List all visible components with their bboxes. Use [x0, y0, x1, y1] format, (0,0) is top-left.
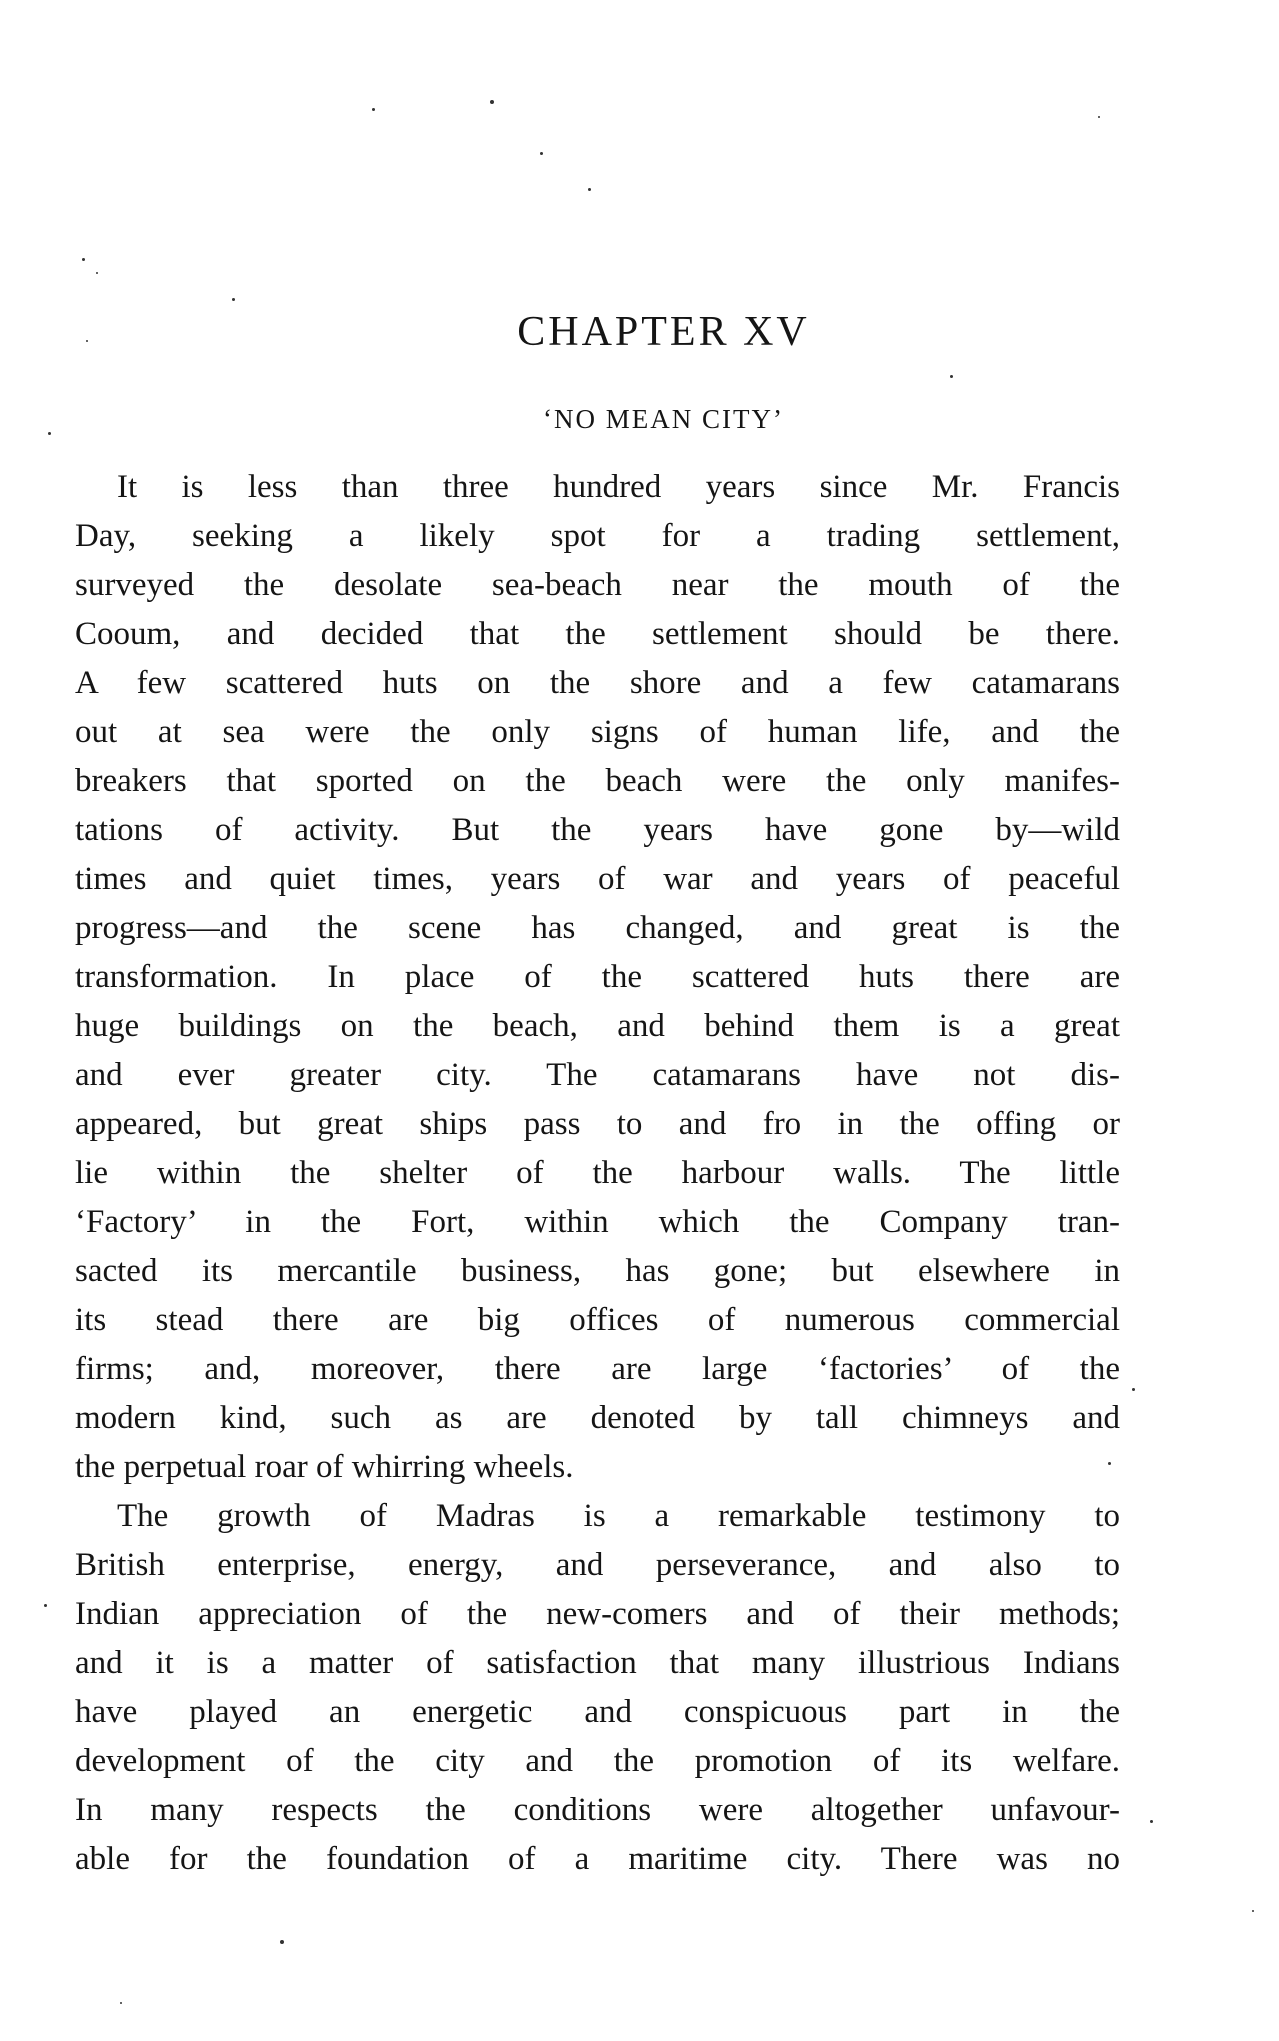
chapter-subtitle: ‘NO MEAN CITY’ — [543, 404, 784, 434]
text-line: the perpetual roar of whirring wheels. — [75, 1449, 574, 1485]
scan-speck — [1150, 1820, 1153, 1823]
text-line: and it is a matter of satisfaction that many illustrious Indians — [75, 1645, 1120, 1681]
scan-speck — [372, 108, 375, 111]
scan-speck — [1252, 1910, 1254, 1912]
text-line: huge buildings on the beach, and behind them is a great — [75, 1008, 1120, 1044]
body-text — [75, 463, 1120, 1884]
scan-speck — [1132, 1388, 1135, 1391]
text-line: ‘Factory’ in the Fort, within which the Company tran- — [75, 1204, 1120, 1240]
text-line: progress—and the scene has changed, and great is the — [75, 910, 1120, 946]
text-line: breakers that sported on the beach were the only manifes- — [75, 763, 1120, 799]
scan-speck — [96, 272, 98, 274]
text-line: British enterprise, energy, and perseverance, and also to — [75, 1547, 1120, 1583]
text-line: firms; and, moreover, there are large ‘factories’ of the — [75, 1351, 1120, 1387]
text-line: It is less than three hundred years since Mr. Francis — [117, 469, 1120, 505]
scan-speck — [950, 375, 953, 378]
text-line: In many respects the conditions were altogether unfavour- — [75, 1792, 1120, 1828]
text-line: Cooum, and decided that the settlement should be there. — [75, 616, 1120, 652]
text-line: Day, seeking a likely spot for a trading settlement, — [75, 518, 1120, 554]
scan-speck — [1098, 116, 1100, 118]
scan-speck — [540, 152, 543, 155]
text-line: appeared, but great ships pass to and fro in the offing or — [75, 1106, 1120, 1142]
chapter-title: CHAPTER XV — [517, 309, 810, 355]
text-line: lie within the shelter of the harbour walls. The little — [75, 1155, 1120, 1191]
text-line: out at sea were the only signs of human life, and the — [75, 714, 1120, 750]
text-line: have played an energetic and conspicuous part in the — [75, 1694, 1120, 1730]
text-line: able for the foundation of a maritime city. There was no — [75, 1841, 1120, 1877]
text-line: times and quiet times, years of war and years of peaceful — [75, 861, 1120, 897]
scan-speck — [490, 100, 494, 104]
scan-speck — [280, 1940, 284, 1944]
text-line: sacted its mercantile business, has gone; but elsewhere in — [75, 1253, 1120, 1289]
scan-speck — [232, 298, 235, 301]
text-line: modern kind, such as are denoted by tall chimneys and — [75, 1400, 1120, 1436]
scan-speck — [588, 188, 591, 191]
scan-speck — [44, 1604, 47, 1607]
text-line: development of the city and the promotion of its welfare. — [75, 1743, 1120, 1779]
text-line: tations of activity. But the years have gone by—wild — [75, 812, 1120, 848]
scan-speck — [82, 258, 85, 261]
text-line: Indian appreciation of the new-comers and of their methods; — [75, 1596, 1120, 1632]
scan-speck — [120, 2002, 122, 2004]
text-line: A few scattered huts on the shore and a few catamarans — [75, 665, 1120, 701]
text-line: The growth of Madras is a remarkable testimony to — [117, 1498, 1120, 1534]
text-line: its stead there are big offices of numerous commercial — [75, 1302, 1120, 1338]
text-line: and ever greater city. The catamarans have not dis- — [75, 1057, 1120, 1093]
text-line: transformation. In place of the scattered huts there are — [75, 959, 1120, 995]
text-line: surveyed the desolate sea-beach near the mouth of the — [75, 567, 1120, 603]
